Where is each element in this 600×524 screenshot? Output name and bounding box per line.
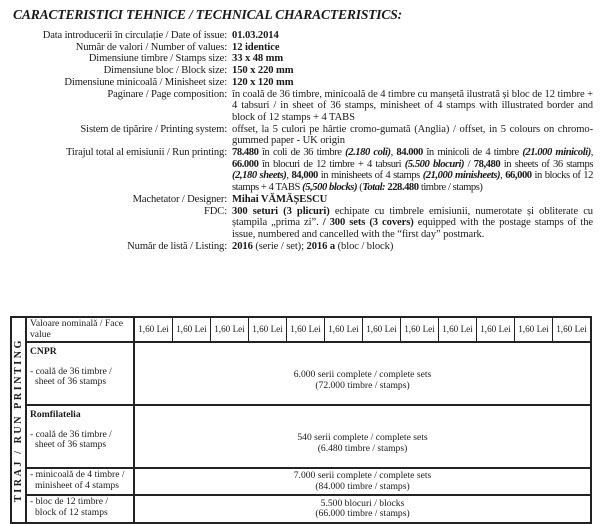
- face-value-cell: 1,60 Lei: [287, 317, 325, 342]
- face-value-cell: 1,60 Lei: [553, 317, 592, 342]
- group-name: CNPR: [30, 346, 57, 357]
- spec-value: Mihai VĂMĂȘESCU: [232, 193, 328, 205]
- run-text: în coli de 36 timbre: [258, 147, 346, 159]
- row-label: [26, 342, 134, 405]
- row-label: [26, 495, 134, 523]
- spec-label: Sistem de tipărire / Printing system:: [80, 123, 227, 135]
- row-value-line: 7.000 serii complete / complete sets: [293, 470, 432, 481]
- spec-value: [232, 241, 593, 253]
- spec-label: Număr de valori / Number of values:: [75, 41, 227, 53]
- row-value-line: (72.000 timbre / stamps): [315, 379, 410, 391]
- row-label: [26, 405, 134, 468]
- spec-value: 01.03.2014: [232, 30, 279, 41]
- row-value-line: (6.480 timbre / stamps): [317, 442, 408, 454]
- row-label-line: - coală de 36 timbre /: [30, 428, 112, 440]
- face-value-cell: 1,60 Lei: [515, 317, 553, 342]
- table-row: [11, 405, 591, 468]
- run-note: (5,500 blocks): [302, 182, 358, 194]
- spec-number-of-values: [0, 42, 600, 54]
- row-value: [134, 468, 591, 495]
- fdc-sets-en: / 300 sets (3 covers): [322, 217, 414, 229]
- run-qty: 84.000: [396, 147, 423, 159]
- row-label-line: - coală de 36 timbre /: [30, 365, 112, 377]
- run-qty: 66.000: [232, 158, 259, 170]
- spec-run-printing: [0, 147, 600, 194]
- side-label-cell: [11, 317, 26, 523]
- spec-label: Data introducerii în circulație / Date of issue:: [42, 30, 227, 41]
- table-row: [11, 342, 591, 405]
- spec-label: Număr de listă / Listing:: [127, 240, 227, 252]
- fdc-text: echipate cu timbrele emisiunii, numerotate și obliterate cu ștampila „prima zi”.: [232, 205, 593, 229]
- spec-value: [232, 206, 593, 241]
- spec-printing-system: [0, 124, 600, 147]
- run-qty: 66,000: [505, 170, 532, 182]
- run-note: (21.000 minicoli): [522, 147, 591, 159]
- run-text: (: [357, 182, 363, 194]
- run-text: ,: [390, 147, 397, 159]
- fdc-sets-ro: 300 seturi (3 plicuri): [232, 205, 330, 217]
- table-row: [11, 468, 591, 495]
- spec-value: în coală de 36 timbre, minicoală de 4 timbre cu manșetă ilustrată și bloc de 12 timbre + 4 tabsuri / in sheet of 36 stamps, minisheet of 4 stamps with illustrated border and block of 12 stamps + 4 TABS: [232, 88, 593, 123]
- run-text: in sheets of 36 stamps: [500, 158, 593, 170]
- run-text: in minisheets of 4 stamps: [317, 170, 423, 182]
- spec-designer: [0, 194, 600, 206]
- run-text: /: [464, 158, 474, 170]
- run-text: ,: [500, 170, 506, 182]
- row-label-line: - minicoală de 4 timbre /: [30, 469, 125, 480]
- listing-block: 2016 a: [306, 240, 336, 252]
- run-text: în minicoli de 4 timbre: [422, 147, 523, 159]
- spec-minisheet-size: [0, 77, 600, 89]
- face-value-cell: 1,60 Lei: [401, 317, 439, 342]
- face-value-cell: 1,60 Lei: [363, 317, 401, 342]
- spec-label: Dimensiune timbre / Stamps size:: [88, 53, 227, 65]
- row-value: [134, 495, 591, 523]
- run-note: (21,000 minisheets): [422, 170, 501, 182]
- face-value-label: Valoare nominală / Face value: [26, 317, 134, 342]
- face-value-cell: 1,60 Lei: [439, 317, 477, 342]
- run-note: (5.500 blocuri): [404, 158, 465, 170]
- run-text: in blocks of 12 stamps + 4 TABS: [232, 170, 593, 194]
- row-value-line: 5.500 blocuri / blocks: [320, 497, 405, 509]
- side-label: TIRAJ / RUN PRINTING: [12, 338, 24, 502]
- page-title: CARACTERISTICI TEHNICE / TECHNICAL CHARACTERISTICS:: [13, 7, 402, 22]
- run-printing-table: [10, 316, 592, 524]
- run-text: în blocuri de 12 timbre + 4 tabsuri: [258, 158, 405, 170]
- group-name: Romfilatelia: [30, 409, 81, 420]
- run-note: (2,180 sheets): [232, 170, 287, 182]
- run-total-label: Total:: [362, 182, 386, 194]
- face-value-cell: 1,60 Lei: [477, 317, 515, 342]
- row-value-line: 6.000 serii complete / complete sets: [293, 369, 432, 380]
- run-total-qty: 228.480: [387, 182, 419, 194]
- row-label: [26, 468, 134, 495]
- spec-stamp-size: [0, 53, 600, 65]
- row-label-line: sheet of 36 stamps: [35, 376, 107, 387]
- spec-value: 12 identice: [232, 41, 280, 53]
- spec-date-of-issue: [0, 30, 600, 42]
- spec-fdc: [0, 206, 600, 241]
- run-text: ,: [590, 147, 593, 159]
- row-value: [134, 405, 591, 468]
- row-label-line: - bloc de 12 timbre /: [30, 496, 109, 507]
- table-row: [11, 495, 591, 523]
- table-header-row: [11, 317, 591, 342]
- spec-label: Paginare / Page composition:: [107, 88, 227, 100]
- run-text: ,: [286, 170, 292, 182]
- run-qty: 78.480: [232, 147, 259, 159]
- face-value-cell: 1,60 Lei: [325, 317, 363, 342]
- run-text: timbre / stamps): [418, 182, 483, 194]
- spec-block-size: [0, 65, 600, 77]
- row-value-line: (66.000 timbre / stamps): [315, 508, 410, 519]
- face-value-cell: 1,60 Lei: [134, 317, 173, 342]
- listing-text: (serie / set);: [252, 240, 307, 252]
- spec-label: Machetator / Designer:: [132, 193, 227, 205]
- spec-label: Dimensiune bloc / Block size:: [103, 65, 227, 77]
- spec-label: FDC:: [204, 205, 227, 217]
- row-value-line: (84.000 timbre / stamps): [315, 480, 410, 492]
- spec-label: Tirajul total al emisiunii / Run printing:: [65, 147, 227, 159]
- face-value-cell: 1,60 Lei: [211, 317, 249, 342]
- spec-value: offset, la 5 culori pe hârtie cromo-gumată (Anglia) / offset, in 5 colours on chromo-gummed paper - UK origin: [232, 123, 593, 147]
- spec-page-composition: [0, 89, 600, 124]
- run-qty: 78,480: [473, 158, 501, 170]
- face-value-cell: 1,60 Lei: [249, 317, 287, 342]
- listing-text: (bloc / block): [335, 240, 394, 252]
- spec-value: [232, 147, 593, 194]
- row-label-line: minisheet of 4 stamps: [35, 479, 119, 491]
- run-note: (2.180 coli): [345, 147, 391, 159]
- spec-listing: [0, 241, 600, 253]
- spec-value: 120 x 120 mm: [232, 76, 294, 88]
- spec-value: 150 x 220 mm: [232, 65, 294, 77]
- spec-label: Dimensiune minicoală / Minisheet size:: [64, 76, 227, 88]
- row-value-line: 540 serii complete / complete sets: [297, 432, 428, 443]
- spec-value: 33 x 48 mm: [232, 53, 284, 65]
- row-value: [134, 342, 591, 405]
- row-label-line: block of 12 stamps: [35, 506, 108, 518]
- listing-set: 2016: [232, 240, 253, 252]
- fdc-text: equipped with the postage stamps of the issue, numbered and cancelled with the “first day” postmark.: [232, 217, 593, 240]
- face-value-cell: 1,60 Lei: [173, 317, 211, 342]
- run-qty: 84,000: [291, 170, 318, 182]
- row-label-line: sheet of 36 stamps: [35, 439, 107, 450]
- technical-specs: [0, 30, 600, 252]
